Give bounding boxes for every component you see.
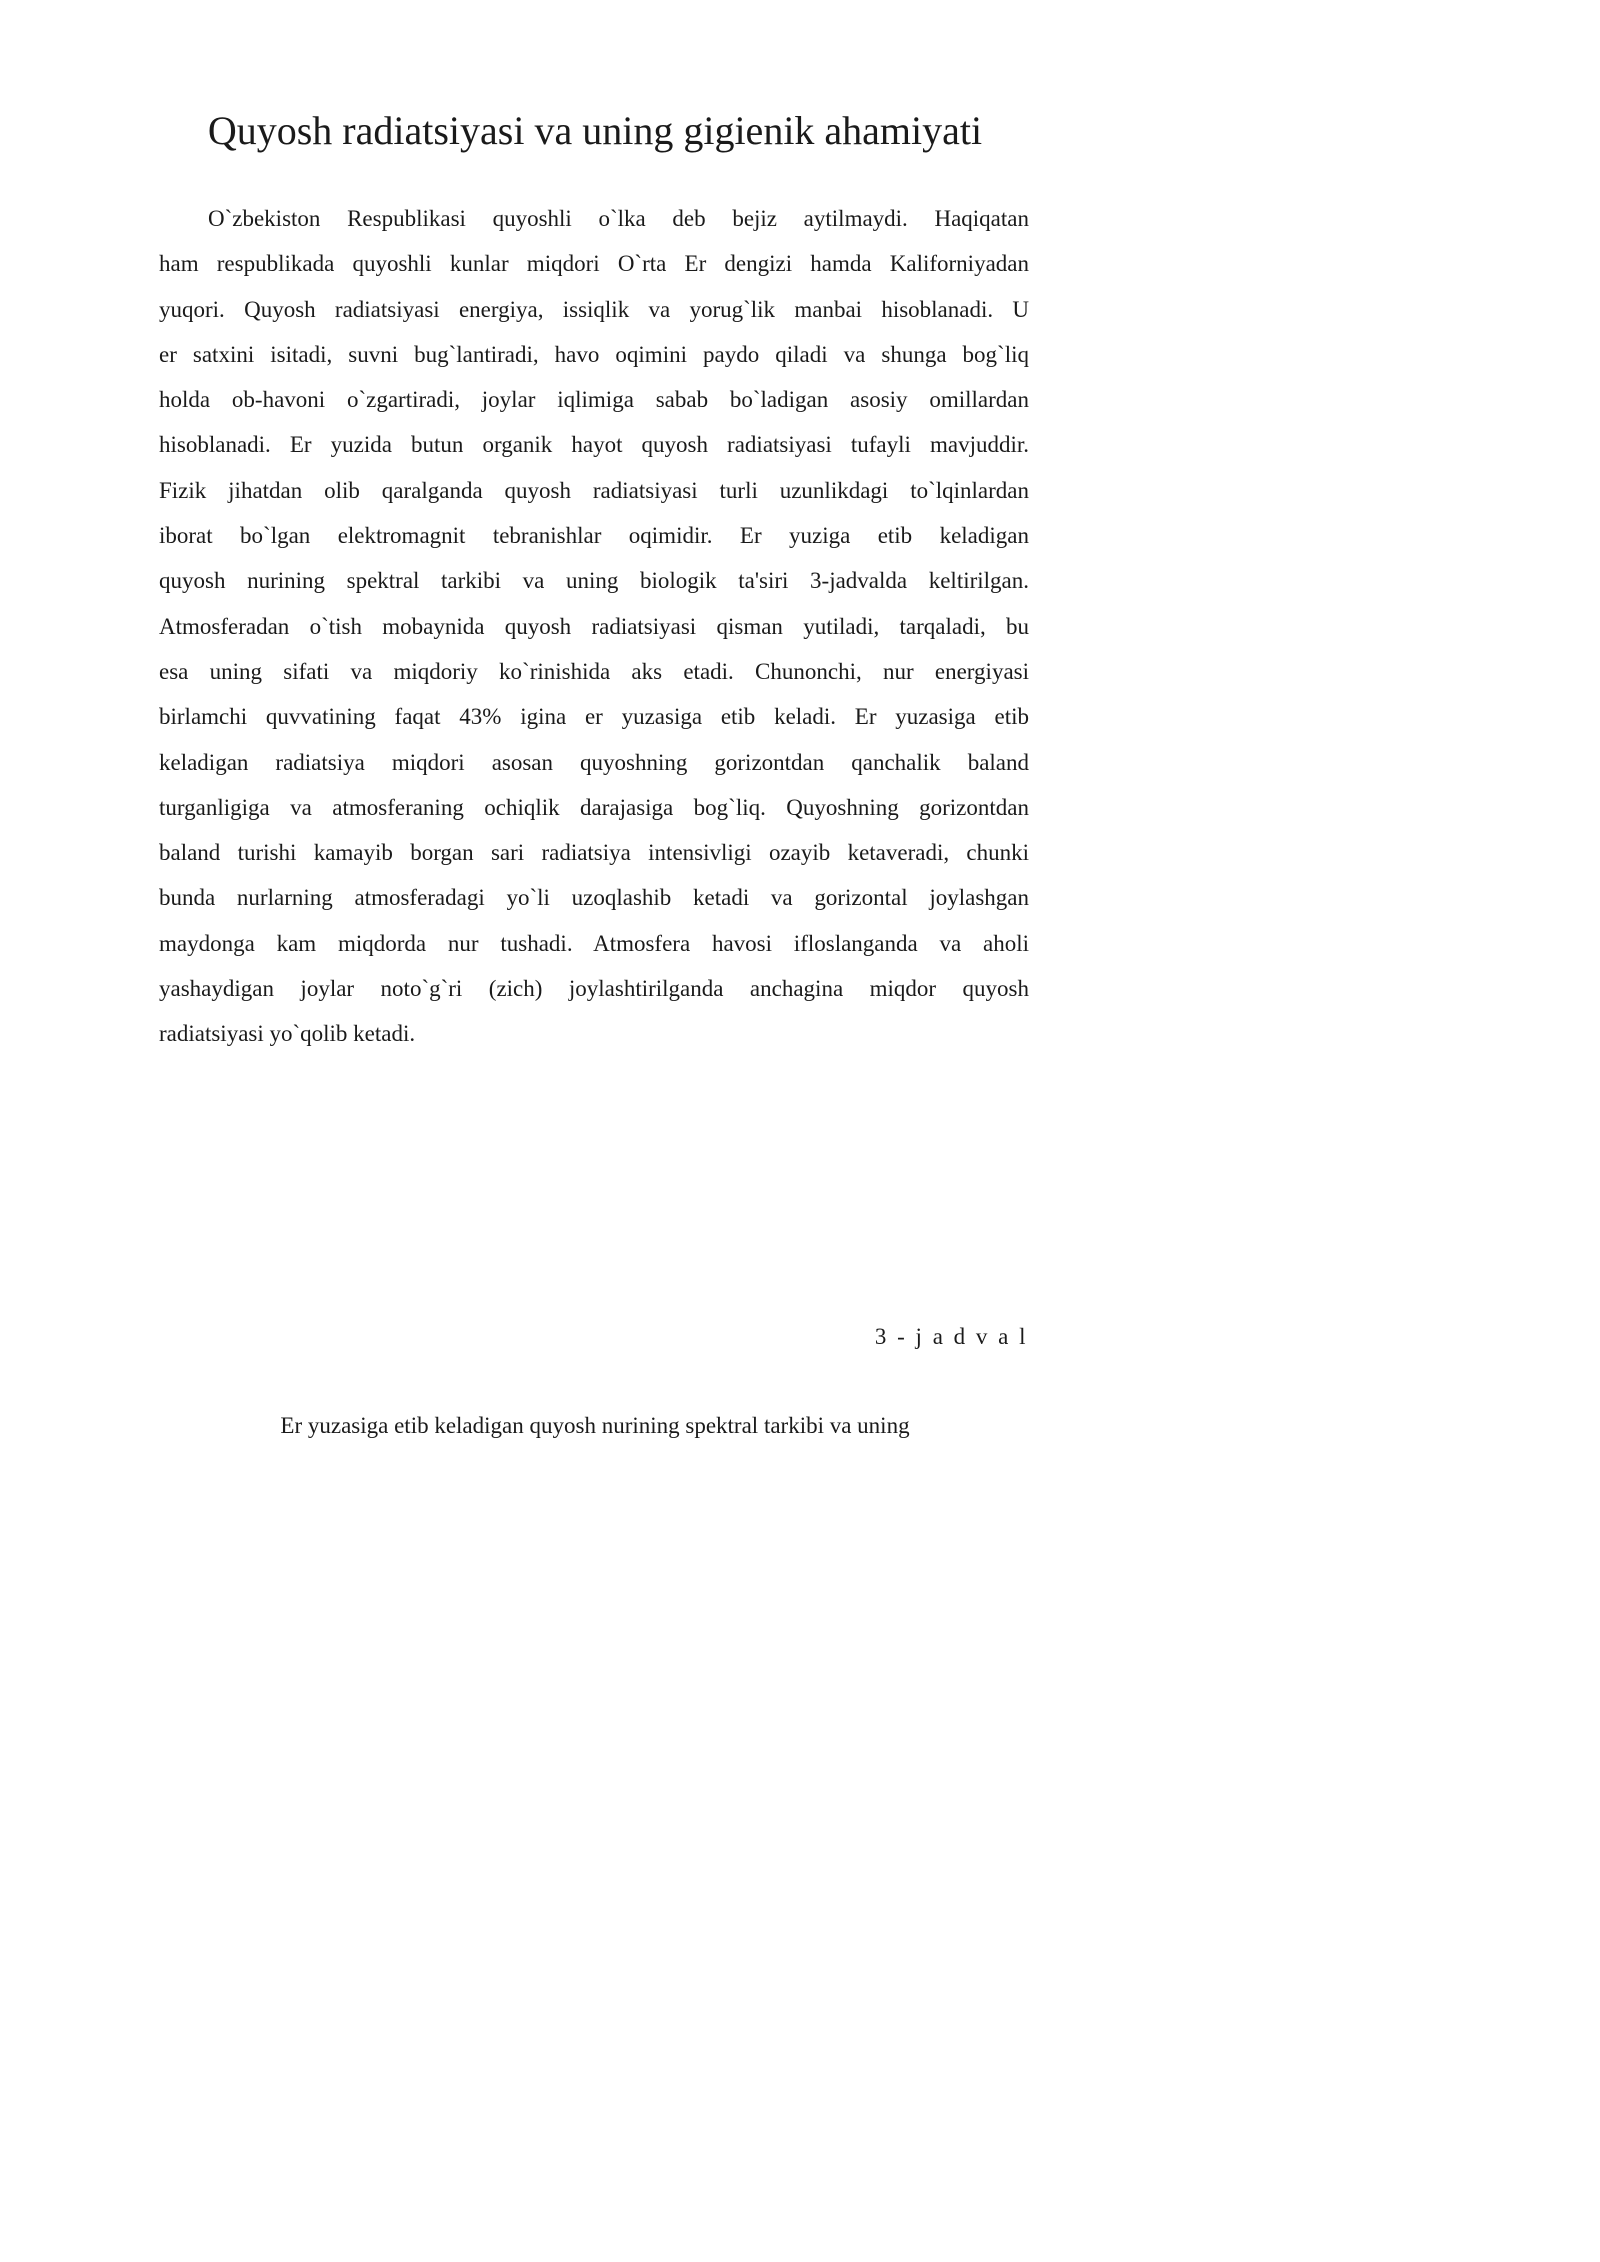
- paragraph-line: yuqori. Quyosh radiatsiyasi energiya, issiqlik va yorug`lik manbai hisoblanadi. U: [159, 296, 1029, 322]
- paragraph-line: yashaydigan joylar noto`g`ri (zich) joylashtirilganda anchagina miqdor quyosh: [159, 976, 1029, 1002]
- paragraph-line: bunda nurlarning atmosferadagi yo`li uzoqlashib ketadi va gorizontal joylashgan: [159, 885, 1029, 911]
- paragraph-line: hisoblanadi. Er yuzida butun organik hayot quyosh radiatsiyasi tufayli mavjuddir.: [159, 432, 1029, 458]
- document-page: [0, 0, 1100, 1555]
- table-caption: Er yuzasiga etib keladigan quyosh nurining spektral tarkibi va uning: [280, 1413, 910, 1438]
- paragraph-line: quyosh nurining spektral tarkibi va uning biologik ta'siri 3-jadvalda keltirilgan.: [159, 568, 1029, 594]
- paragraph-line: holda ob-havoni o`zgartiradi, joylar iqlimiga sabab bo`ladigan asosiy omillardan: [159, 387, 1029, 413]
- paragraph-line: turganligiga va atmosferaning ochiqlik darajasiga bog`liq. Quyoshning gorizontdan: [159, 794, 1029, 820]
- paragraph-line: Atmosferadan o`tish mobaynida quyosh radiatsiyasi qisman yutiladi, tarqaladi, bu: [159, 613, 1029, 639]
- paragraph-line: birlamchi quvvatining faqat 43% igina er yuzasiga etib keladi. Er yuzasiga etib: [159, 704, 1029, 730]
- paragraph-line: iborat bo`lgan elektromagnit tebranishlar oqimidir. Er yuziga etib keladigan: [159, 523, 1029, 549]
- body-paragraph: [159, 196, 1029, 1057]
- paragraph-line: baland turishi kamayib borgan sari radiatsiya intensivligi ozayib ketaveradi, chunki: [159, 840, 1029, 866]
- paragraph-line: O`zbekiston Respublikasi quyoshli o`lka deb bejiz aytilmaydi. Haqiqatan: [208, 206, 1029, 231]
- paragraph-line: esa uning sifati va miqdoriy ko`rinishida aks etadi. Chunonchi, nur energiyasi: [159, 658, 1029, 684]
- paragraph-line: er satxini isitadi, suvni bug`lantiradi, havo oqimini paydo qiladi va shunga bog`liq: [159, 341, 1029, 367]
- document-title: Quyosh radiatsiyasi va uning gigienik ahamiyati: [207, 108, 983, 153]
- paragraph-line: Fizik jihatdan olib qaralganda quyosh radiatsiyasi turli uzunlikdagi to`lqinlardan: [159, 477, 1029, 503]
- paragraph-line: keladigan radiatsiya miqdori asosan quyoshning gorizontdan qanchalik baland: [159, 749, 1029, 775]
- paragraph-line: maydonga kam miqdorda nur tushadi. Atmosfera havosi ifloslanganda va aholi: [159, 930, 1029, 956]
- paragraph-line: ham respublikada quyoshli kunlar miqdori O`rta Er dengizi hamda Kaliforniyadan: [159, 251, 1029, 277]
- paragraph-line: radiatsiyasi yo`qolib ketadi.: [159, 1021, 416, 1047]
- table-number-label: 3 - j a d v a l: [874, 1324, 1028, 1349]
